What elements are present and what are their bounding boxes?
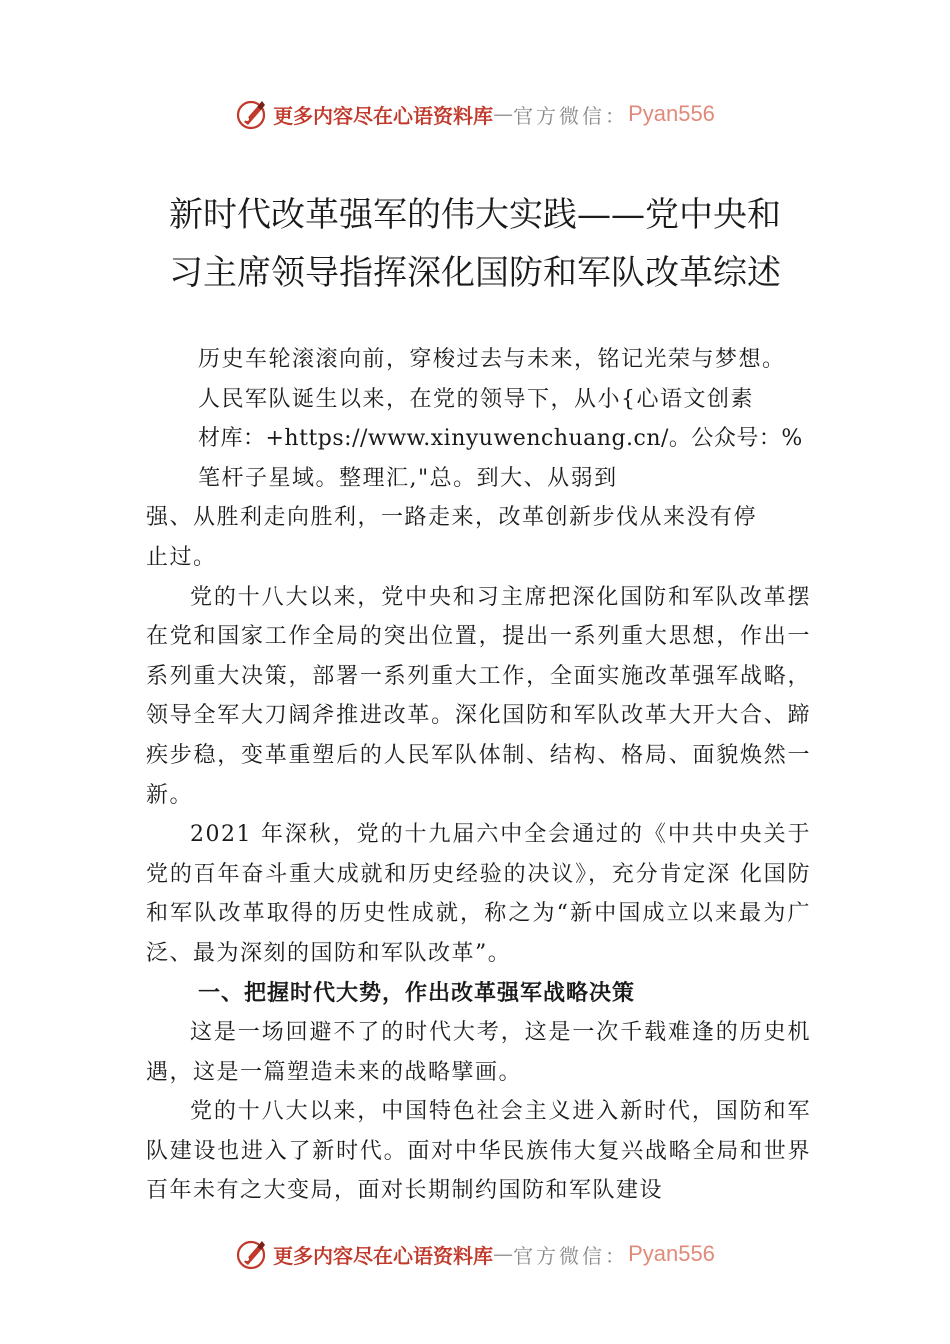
pen-logo-icon bbox=[235, 97, 269, 131]
paragraph-4: 这是一场回避不了的时代大考，这是一次千载难逢的历史机遇，这是一篇塑造未来的战略擘画。 bbox=[146, 1020, 811, 1085]
watermark-wechat-id: Pyan556 bbox=[628, 101, 715, 126]
paragraph-2: 党的十八大以来，党中央和习主席把深化国防和军队改革摆在党和国家工作全局的突出位置，提出一系列重大思想，作出一系列重大决策，部署一系列重大工作，全面实施改革强军战略，领导全军大刀阔斧推进改革。深化国防和军队改革大开大合、蹄疾步稳，变革重塑后的人民军队体制、结构、格局、面貌焕然一新。 bbox=[146, 584, 811, 808]
document-body bbox=[146, 340, 811, 1211]
watermark-wechat-id: Pyan556 bbox=[628, 1241, 715, 1266]
watermark-dash: — bbox=[493, 1242, 514, 1266]
watermark-brand: 更多内容尽在心语资料库 bbox=[273, 1243, 494, 1268]
footer-watermark bbox=[0, 1234, 950, 1274]
title-line-1: 新时代改革强军的伟大实践——党中央和 bbox=[169, 195, 781, 235]
header-watermark bbox=[0, 94, 950, 134]
paragraph-3: 2021 年深秋，党的十九届六中全会通过的《中共中央关于党的百年奋斗重大成就和历史经验的决议》，充分肯定深 化国防和军队改革取得的历史性成就，称之为“新中国成立以来最为广泛、最为深刻的国防和军队改革”。 bbox=[146, 822, 811, 966]
watermark-wechat-label: 官方微信： bbox=[513, 1243, 629, 1268]
paragraph-1-line-6: 止过。 bbox=[146, 544, 217, 570]
paragraph-5: 党的十八大以来，中国特色社会主义进入新时代，国防和军队建设也进入了新时代。面对中华民族伟大复兴战略全局和世界百年未有之大变局，面对长期制约国防和军队建设 bbox=[146, 1099, 811, 1204]
section-heading-1: 一、把握时代大势，作出改革强军战略决策 bbox=[198, 980, 636, 1006]
watermark-dash: — bbox=[493, 102, 514, 126]
paragraph-1-line-2: 人民军队诞生以来，在党的领导下，从小{心语文创素 bbox=[198, 386, 754, 412]
paragraph-1 bbox=[146, 340, 811, 578]
paragraph-1-line-4: 笔杆子星域。整理汇,"总。到大、从弱到 bbox=[198, 465, 618, 491]
watermark-wechat-label: 官方微信： bbox=[513, 103, 629, 128]
pen-logo-icon bbox=[235, 1237, 269, 1271]
watermark-brand: 更多内容尽在心语资料库 bbox=[273, 103, 494, 128]
paragraph-1-line-5: 强、从胜利走向胜利，一路走来，改革创新步伐从来没有停 bbox=[146, 505, 758, 531]
document-title bbox=[0, 186, 950, 302]
paragraph-1-line-1: 历史车轮滚滚向前，穿梭过去与未来，铭记光荣与梦想。 bbox=[198, 347, 786, 372]
paragraph-1-line-3: 材库：+https://www.xinyuwenchuang.cn/。公众号：% bbox=[198, 426, 803, 452]
title-line-2: 习主席领导指挥深化国防和军队改革综述 bbox=[169, 253, 781, 293]
